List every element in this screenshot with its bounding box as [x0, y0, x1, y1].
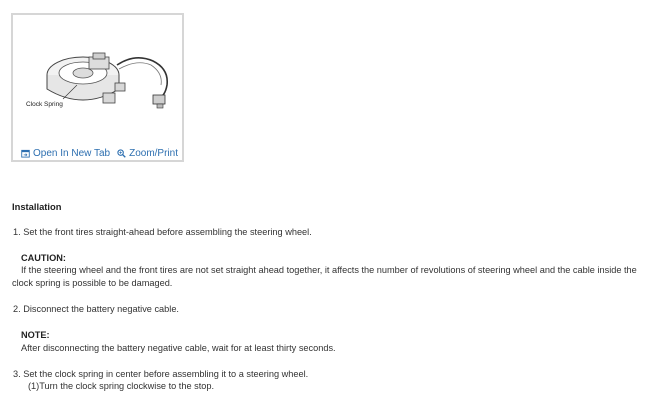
clock-spring-illustration [17, 19, 182, 145]
caution-text-line-2: clock spring is possible to be damaged. [12, 278, 173, 288]
step-3-substep-1: (1)Turn the clock spring clockwise to the stop. [28, 381, 215, 391]
open-in-new-tab-icon [21, 149, 30, 158]
figure-label: Clock Spring [26, 101, 63, 108]
zoom-print-label: Zoom/Print [129, 148, 178, 159]
magnifier-icon [117, 149, 126, 158]
figure-links [19, 146, 178, 160]
note-text: After disconnecting the battery negative cable, wait for at least thirty seconds. [21, 343, 336, 353]
note-label: NOTE: [21, 330, 50, 340]
open-in-new-tab-label: Open In New Tab [33, 148, 111, 159]
figure-thumbnail [11, 13, 184, 162]
caution-label: CAUTION: [21, 253, 66, 263]
step-1: 1. Set the front tires straight-ahead before assembling the steering wheel. [13, 227, 312, 237]
section-heading: Installation [12, 201, 62, 212]
step-3: 3. Set the clock spring in center before assembling it to a steering wheel. [13, 369, 309, 379]
open-in-new-tab-link[interactable] [21, 148, 110, 159]
zoom-print-link[interactable] [117, 148, 178, 159]
caution-text-line-1: If the steering wheel and the front tires are not set straight ahead together, it affects the number of revolutions of steering wheel and the cable inside the [21, 265, 637, 275]
step-2: 2. Disconnect the battery negative cable. [13, 304, 179, 314]
